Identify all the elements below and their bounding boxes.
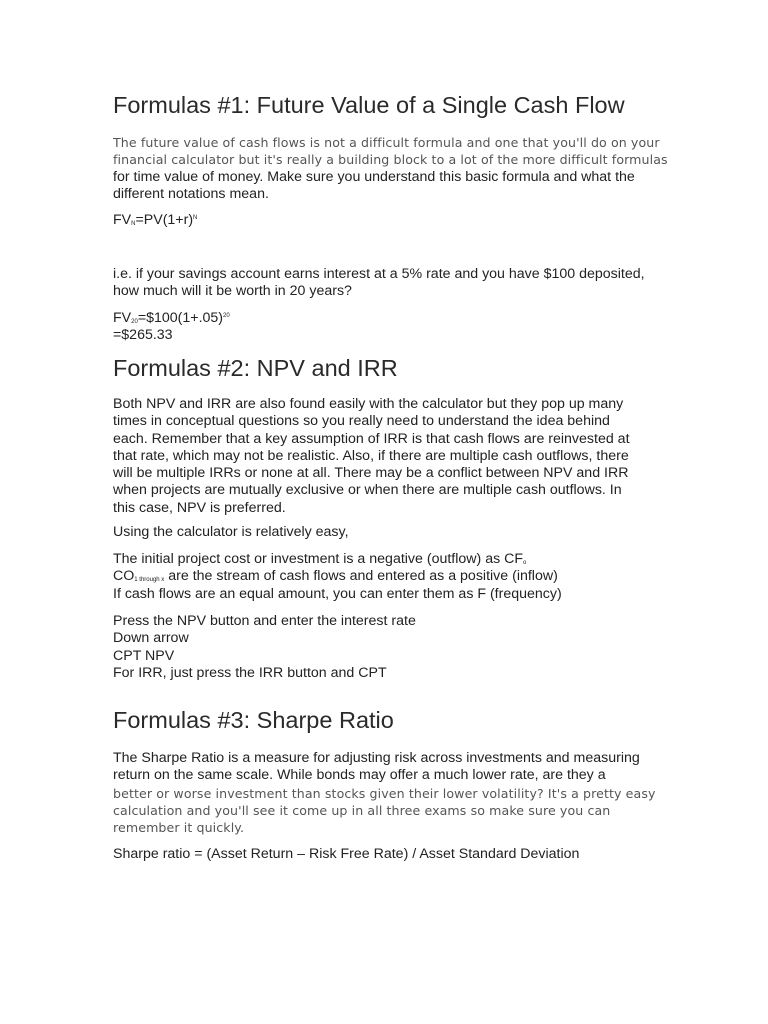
section-2-paragraph xyxy=(113,396,673,517)
sharpe-line-2: return on the same scale. While bonds may offer a much lower rate, are they a xyxy=(113,767,606,784)
npv-line-4: that rate, which may not be realistic. Also, if there are multiple cash outflows, there xyxy=(113,447,629,464)
npv-line-7: this case, NPV is preferred. xyxy=(113,499,286,516)
sharpe-line-3: better or worse investment than stocks given their lower volatility? It's a pretty easy xyxy=(113,785,656,801)
npv-line-3: each. Remember that a key assumption of IRR is that cash flows are reinvested at xyxy=(113,430,630,447)
calc-base: FV xyxy=(113,310,132,326)
co-subscript: 1 through x xyxy=(134,577,165,584)
formula-rest: =PV(1+r) xyxy=(135,212,194,228)
example-calculation xyxy=(113,310,673,345)
savings-example xyxy=(113,266,673,301)
section-2-heading: Formulas #2: NPV and IRR xyxy=(113,355,398,381)
section-1-intro xyxy=(113,134,673,203)
cash-flow-stream-line xyxy=(113,568,673,585)
co-rest: are the stream of cash flows and entered as a positive (inflow) xyxy=(164,568,558,585)
intro-line-1: The future value of cash flows is not a difficult formula and one that you'll do on your xyxy=(113,135,660,150)
formula-base: FV xyxy=(113,212,132,228)
npv-line-5: will be multiple IRRs or none at all. There may be a conflict between NPV and IRR xyxy=(113,465,629,482)
intro-line-2: financial calculator but it's really a building block to a lot of the more difficult formulas xyxy=(113,152,668,168)
npv-line-2: times in conceptual questions so you really need to understand the idea behind xyxy=(113,413,610,430)
npv-line-1: Both NPV and IRR are also found easily with the calculator but they pop up many xyxy=(113,396,624,412)
calc-result: =$265.33 xyxy=(113,327,173,344)
calc-superscript: 20 xyxy=(223,313,230,319)
cash-flow-instructions xyxy=(113,551,673,603)
npv-line-6: when projects are mutually exclusive or when there are multiple cash outflows. In xyxy=(113,482,622,499)
equal-amount-line: If cash flows are an equal amount, you can enter them as F (frequency) xyxy=(113,585,562,602)
cf-subscript: o xyxy=(523,560,527,566)
sharpe-line-5: remember it quickly. xyxy=(113,820,245,836)
section-1-heading: Formulas #1: Future Value of a Single Cash Flow xyxy=(113,92,625,118)
npv-steps xyxy=(113,613,673,682)
co-base: CO xyxy=(113,568,135,585)
calc-line xyxy=(113,310,673,327)
section-3-heading: Formulas #3: Sharpe Ratio xyxy=(113,707,394,733)
sharpe-line-1: The Sharpe Ratio is a measure for adjusting risk across investments and measuring xyxy=(113,750,640,766)
formula-subscript: N xyxy=(131,221,136,227)
example-line-2: how much will it be worth in 20 years? xyxy=(113,283,352,300)
initial-cost-line xyxy=(113,551,673,568)
step-4: For IRR, just press the IRR button and CPT xyxy=(113,664,387,681)
intro-line-3: for time value of money. Make sure you understand this basic formula and what the xyxy=(113,168,635,185)
step-1: Press the NPV button and enter the interest rate xyxy=(113,613,416,629)
sharpe-line-4: calculation and you'll see it come up in all three exams so make sure you can xyxy=(113,802,611,818)
step-3: CPT NPV xyxy=(113,647,175,664)
calc-rest: =$100(1+.05) xyxy=(137,310,224,326)
intro-line-4: different notations mean. xyxy=(113,185,269,202)
initial-text: The initial project cost or investment is a negative (outflow) as CF xyxy=(113,551,524,567)
future-value-formula xyxy=(113,212,673,229)
example-line-1: i.e. if your savings account earns interest at a 5% rate and you have $100 deposited, xyxy=(113,266,645,282)
formula-superscript: N xyxy=(193,215,198,221)
calculator-intro: Using the calculator is relatively easy, xyxy=(113,524,349,540)
step-2: Down arrow xyxy=(113,630,189,647)
calc-subscript: 20 xyxy=(131,319,138,325)
section-3-paragraph xyxy=(113,750,673,836)
sharpe-ratio-formula: Sharpe ratio = (Asset Return – Risk Free Rate) / Asset Standard Deviation xyxy=(113,846,580,862)
